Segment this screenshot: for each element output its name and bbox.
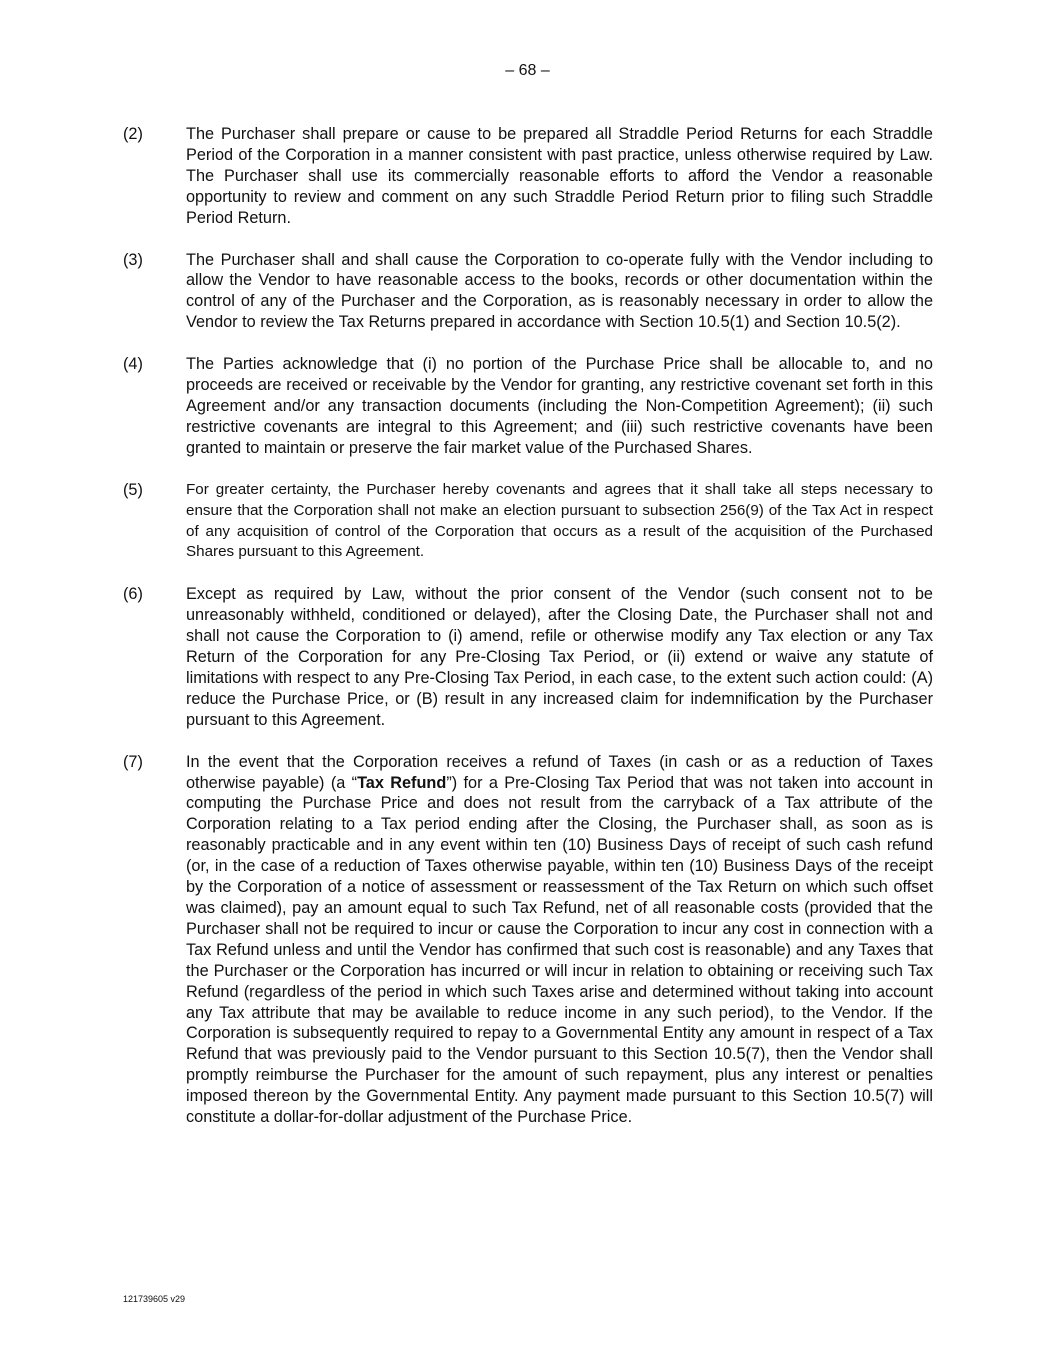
- clause-text-after: ”) for a Pre-Closing Tax Period that was not taken into account in computing the Purchase Price and does not result from the carryback of a Tax attribute of the Corporation relating to a Tax period ending after the Closing, the Purchaser shall, as soon as is reasonably practicable and in any event within ten (10) Business Days of receipt of such cash refund (or, in the case of a reduction of Taxes otherwise payable, within ten (10) Business Days of the receipt by the Corporation of a notice of assessment or reassessment of the Tax Return on which such offset was claimed), pay an amount equal to such Tax Refund, net of all reasonable costs (provided that the Purchaser shall not be required to incur or cause the Corporation to incur any cost in connection with a Tax Refund unless and until the Vendor has confirmed that such cost is reasonable) and any Taxes that the Purchaser or the Corporation has incurred or will incur in relation to obtaining or receiving such Tax Refund (regardless of the period in which such Taxes arise and determined without taking into account any Tax attribute that may be available to reduce income in any such period), to the Vendor. If the Corporation is subsequently required to repay to a Governmental Entity any amount in respect of a Tax Refund that was previously paid to the Vendor pursuant to this Section 10.5(7), then the Vendor shall promptly reimburse the Purchaser for the amount of such repayment, plus any interest or penalties imposed thereon by the Governmental Entity. Any payment made pursuant to this Section 10.5(7) will constitute a dollar-for-dollar adjustment of the Purchase Price.: [186, 773, 933, 1127]
- page-number: – 68 –: [505, 62, 550, 79]
- clause-text: The Parties acknowledge that (i) no portion of the Purchase Price shall be allocable to, and no proceeds are received or receivable by the Vendor for granting, any restrictive covenant set forth in this Agreement and/or any transaction documents (including the Non-Competition Agreement); (ii) such restrictive covenants are integral to this Agreement; and (iii) such restrictive covenants have been granted to maintain or preserve the fair market value of the Purchased Shares.: [186, 355, 933, 457]
- clause-6: [123, 584, 933, 730]
- clause-4: [123, 354, 933, 459]
- clause-number: (7): [123, 752, 143, 771]
- clause-text-before: In the event that the Corporation receives a refund of Taxes (in cash or as a reduction of Taxes otherwise payable) (a “: [186, 752, 933, 792]
- clause-5: [123, 480, 933, 564]
- clause-text: The Purchaser shall and shall cause the Corporation to co-operate fully with the Vendor including to allow the Vendor to have reasonable access to the books, records or other documentation within the control of any of the Purchaser and the Corporation, as is reasonably necessary in order to allow the Vendor to review the Tax Returns prepared in accordance with Section 10.5(1) and Section 10.5(2).: [186, 250, 933, 332]
- clause-7: [123, 752, 933, 1128]
- clause-2: [123, 124, 933, 229]
- clause-text: [186, 752, 933, 1128]
- document-id: 121739605 v29: [123, 1294, 186, 1304]
- defined-term: Tax Refund: [357, 773, 447, 792]
- clause-text: Except as required by Law, without the prior consent of the Vendor (such consent not to be unreasonably withheld, conditioned or delayed), after the Closing Date, the Purchaser shall not and shall not cause the Corporation to (i) amend, refile or otherwise modify any Tax election or any Tax Return of the Corporation for any Pre-Closing Tax Period, or (ii) extend or waive any statute of limitations with respect to any Pre-Closing Tax Period, in each case, to the extent such action could: (A) reduce the Purchase Price, or (B) result in any increased claim for indemnification by the Purchaser pursuant to this Agreement.: [186, 585, 933, 729]
- clause-text: The Purchaser shall prepare or cause to be prepared all Straddle Period Returns for each Straddle Period of the Corporation in a manner consistent with past practice, unless otherwise required by Law. The Purchaser shall use its commercially reasonable efforts to afford the Vendor a reasonable opportunity to review and comment on any such Straddle Period Return prior to filing such Straddle Period Return.: [186, 125, 933, 227]
- clause-text: For greater certainty, the Purchaser hereby covenants and agrees that it shall take all steps necessary to ensure that the Corporation shall not make an election pursuant to subsection 256(9) of the Tax Act in respect of any acquisition of control of the Corporation that occurs as a result of the acquisition of the Purchased Shares pursuant to this Agreement.: [186, 480, 933, 561]
- clause-list: [123, 124, 933, 1149]
- clause-3: [123, 250, 933, 334]
- clause-number: (3): [123, 250, 143, 269]
- clause-number: (5): [123, 480, 143, 499]
- clause-number: (4): [123, 355, 143, 374]
- clause-number: (6): [123, 585, 143, 604]
- clause-number: (2): [123, 125, 143, 143]
